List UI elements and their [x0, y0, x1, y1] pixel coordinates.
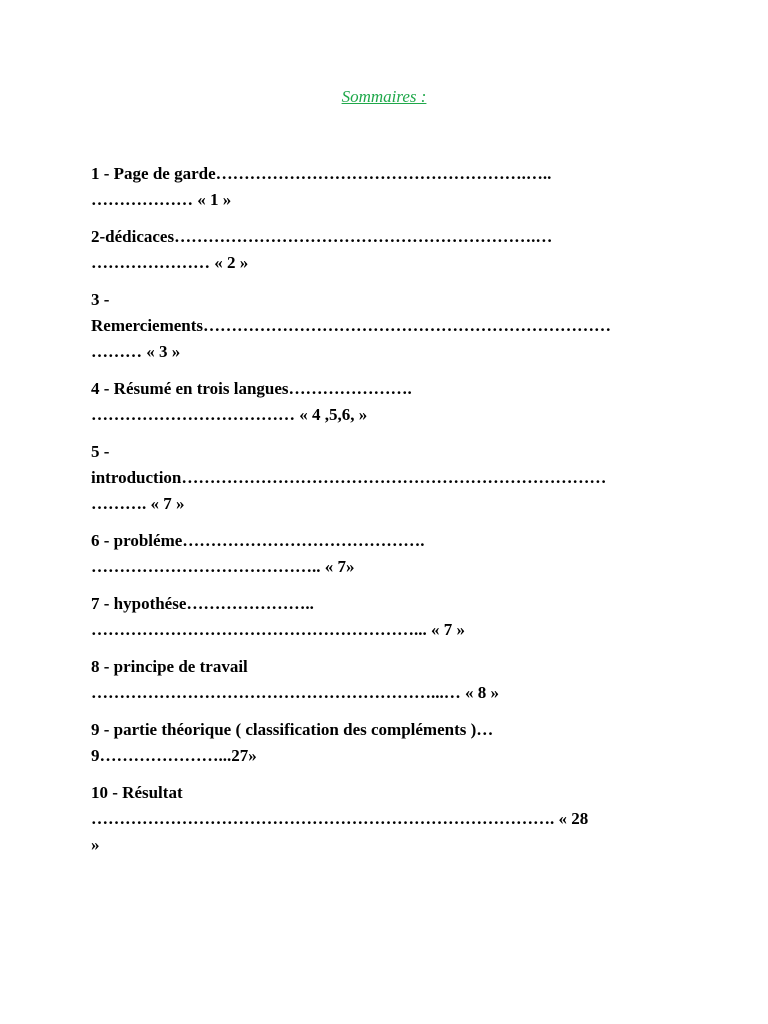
toc-line: 3 - [91, 290, 110, 309]
toc-line: 10 - Résultat [91, 783, 183, 802]
toc-entry-2 [91, 224, 691, 276]
toc-entry-9 [91, 717, 691, 769]
table-of-contents [91, 161, 691, 869]
toc-entry-4 [91, 376, 691, 428]
toc-line: 7 - hypothése………………….. [91, 594, 314, 613]
toc-line: 6 - probléme……………………………………. [91, 531, 425, 550]
toc-line: introduction………………………………………………………………… [91, 468, 607, 487]
toc-line: 9…………………...27» [91, 746, 257, 765]
toc-entry-5 [91, 439, 691, 517]
toc-line: 9 - partie théorique ( classification des compléments )… [91, 720, 494, 739]
toc-entry-10 [91, 780, 691, 858]
toc-line: 2-dédicaces……………………………………………………….… [91, 227, 553, 246]
toc-line: ………………………………………………………………………. « 28 [91, 809, 589, 828]
toc-title: Sommaires : [341, 87, 427, 106]
toc-line: ……………… « 1 » [91, 190, 232, 209]
toc-line: » [91, 835, 100, 854]
toc-line: ……………………………………………………...… « 8 » [91, 683, 499, 702]
toc-line: ………………… « 2 » [91, 253, 249, 272]
toc-entry-1 [91, 161, 691, 213]
toc-line: 8 - principe de travail [91, 657, 248, 676]
toc-line: 1 - Page de garde……………………………………………….….. [91, 164, 552, 183]
toc-entry-7 [91, 591, 691, 643]
toc-entry-3 [91, 287, 691, 365]
toc-line: 4 - Résumé en trois langues…………………. [91, 379, 412, 398]
toc-line: ……………………………… « 4 ,5,6, » [91, 405, 368, 424]
toc-line: ………. « 7 » [91, 494, 185, 513]
toc-line: …………………………………………………... « 7 » [91, 620, 465, 639]
toc-line: ……… « 3 » [91, 342, 181, 361]
toc-line: ………………………………….. « 7» [91, 557, 355, 576]
toc-entry-6 [91, 528, 691, 580]
toc-line: 5 - [91, 442, 110, 461]
toc-entry-8 [91, 654, 691, 706]
toc-line: Remerciements……………………………………………………………… [91, 316, 612, 335]
